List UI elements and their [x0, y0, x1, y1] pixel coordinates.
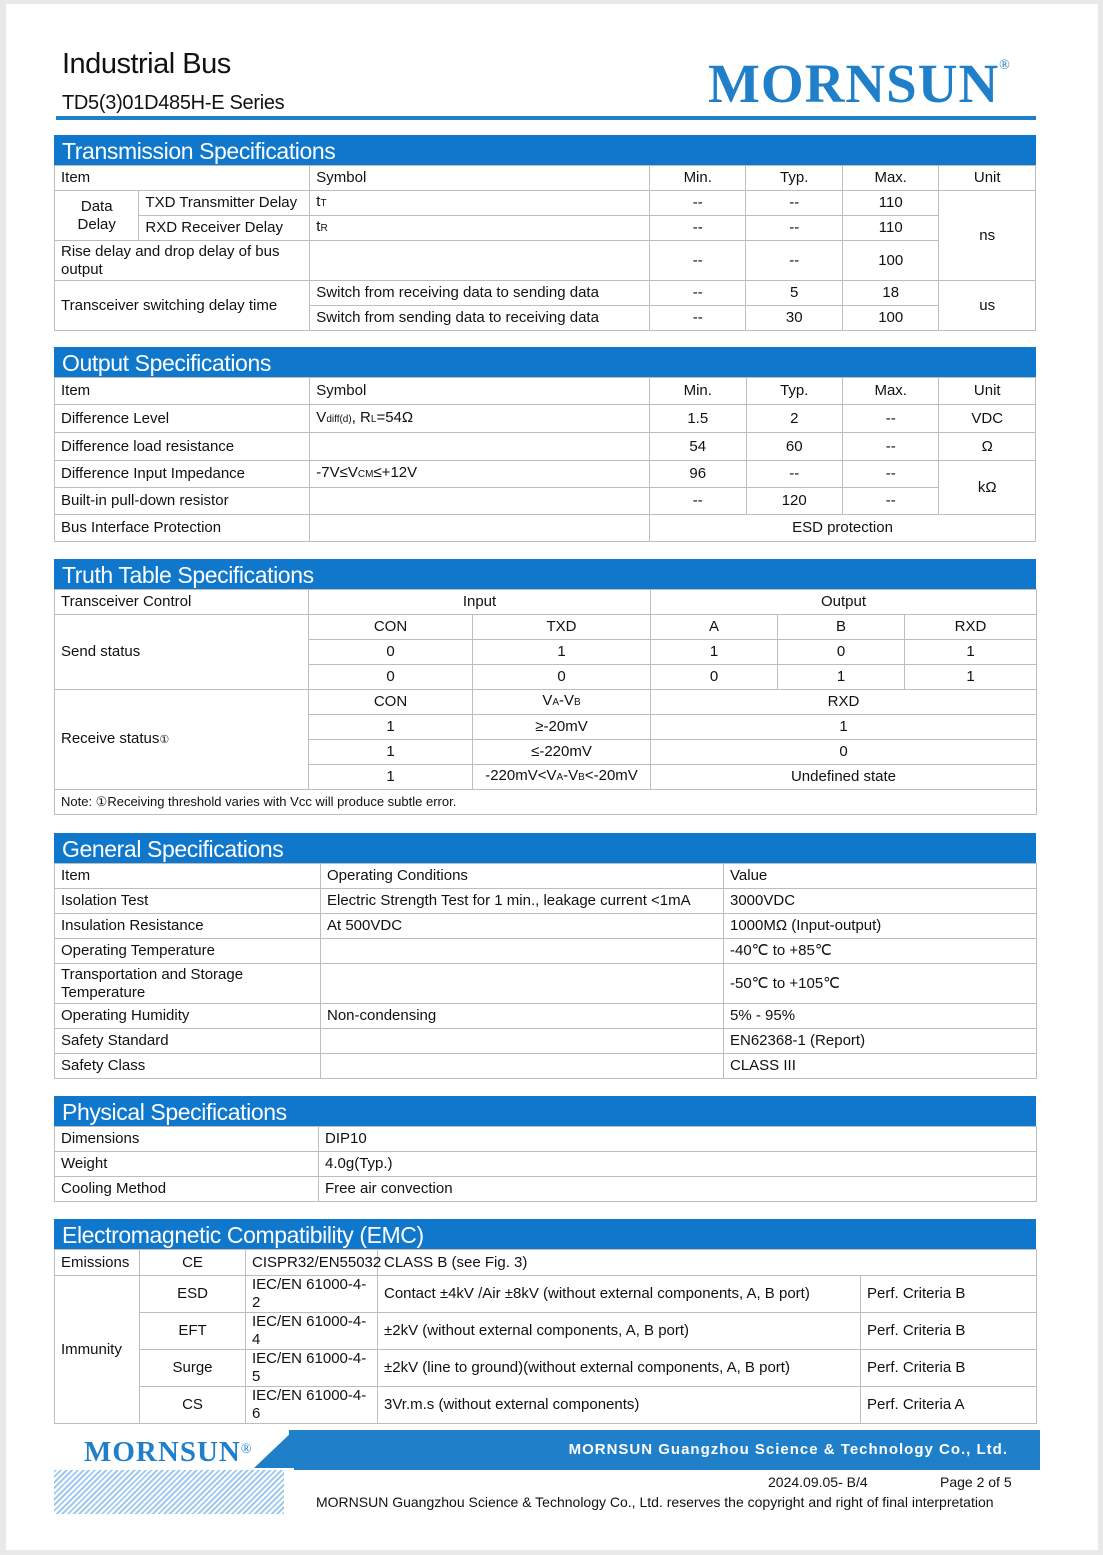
transmission-title: Transmission Specifications [54, 135, 1036, 165]
input-impedance-label: Difference Input Impedance [55, 461, 310, 488]
difference-level-symbol: Vdiff(d), RL=54Ω [310, 405, 650, 433]
r1-max: -- [842, 405, 938, 433]
cell: 1 [651, 640, 778, 665]
header-min: Min. [650, 166, 746, 191]
header-item: Item [55, 864, 321, 889]
transmission-table [54, 165, 1036, 331]
table-row [55, 488, 1036, 515]
cell: 0 [309, 640, 473, 665]
table-row [55, 1313, 1037, 1350]
rxd-symbol: tR [310, 216, 650, 241]
table-row [55, 964, 1037, 1004]
header-rule [56, 116, 1036, 120]
ce-label: CE [140, 1250, 246, 1276]
txd-typ: -- [746, 191, 842, 216]
send-col-a: A [651, 615, 778, 640]
footer-logo: MORNSUN® [84, 1436, 253, 1468]
cell: Electric Strength Test for 1 min., leakage current <1mA [321, 889, 724, 914]
cell: Dimensions [55, 1127, 319, 1152]
table-row [55, 1127, 1037, 1152]
table-row [55, 216, 1036, 241]
table-header-row [55, 166, 1036, 191]
cell: IEC/EN 61000-4-6 [246, 1387, 378, 1424]
switch-tx-to-rx: Switch from sending data to receiving data [310, 306, 650, 331]
table-row [55, 241, 1036, 281]
table-row [55, 433, 1036, 461]
cell: 4.0g(Typ.) [319, 1152, 1037, 1177]
cell: IEC/EN 61000-4-2 [246, 1276, 378, 1313]
cell: 1 [473, 640, 651, 665]
cell: CS [140, 1387, 246, 1424]
table-row [55, 1387, 1037, 1424]
sw2-max: 100 [842, 306, 938, 331]
sw2-min: -- [650, 306, 746, 331]
r3-min: 96 [650, 461, 746, 488]
cell [321, 939, 724, 964]
truth-table-title: Truth Table Specifications [54, 559, 1036, 589]
ns-unit: ns [939, 191, 1036, 281]
cell: ≤-220mV [473, 740, 651, 765]
cell: Operating Temperature [55, 939, 321, 964]
footer-copyright: MORNSUN Guangzhou Science & Technology Co., Ltd. reserves the copyright and right of final interpretation [316, 1494, 994, 1510]
input-impedance-symbol: -7V≤VCM≤+12V [310, 461, 650, 488]
table-row [55, 1029, 1037, 1054]
table-row [55, 1054, 1037, 1079]
table-row [55, 1177, 1037, 1202]
receive-col-con: CON [309, 690, 473, 715]
r1-unit: VDC [939, 405, 1036, 433]
cell: Isolation Test [55, 889, 321, 914]
emc-section [54, 1219, 1036, 1424]
header-conditions: Operating Conditions [321, 864, 724, 889]
sw1-max: 18 [842, 281, 938, 306]
header-symbol: Symbol [310, 166, 650, 191]
rxd-delay-label: RXD Receiver Delay [139, 216, 310, 241]
rise-symbol [310, 241, 650, 281]
cell: Surge [140, 1350, 246, 1387]
bus-protection-value: ESD protection [650, 515, 1036, 542]
ce-class: CLASS B (see Fig. 3) [378, 1250, 1037, 1276]
general-title: General Specifications [54, 833, 1036, 863]
cell: Insulation Resistance [55, 914, 321, 939]
cell: IEC/EN 61000-4-5 [246, 1350, 378, 1387]
us-unit: us [939, 281, 1036, 331]
r4-min: -- [650, 488, 746, 515]
send-col-txd: TXD [473, 615, 651, 640]
table-header-row [55, 864, 1037, 889]
page-number: Page 2 of 5 [940, 1474, 1012, 1490]
cell: -50℃ to +105℃ [724, 964, 1037, 1004]
txd-delay-label: TXD Transmitter Delay [139, 191, 310, 216]
cell: At 500VDC [321, 914, 724, 939]
cell: -40℃ to +85℃ [724, 939, 1037, 964]
cell: 0 [309, 665, 473, 690]
table-row [55, 1276, 1037, 1313]
truth-table-note: Note: ①Receiving threshold varies with Vcc will produce subtle error. [55, 790, 1037, 815]
r1-min: 1.5 [650, 405, 746, 433]
data-delay-label: Data Delay [55, 191, 139, 241]
cell: Weight [55, 1152, 319, 1177]
cell: 1 [905, 665, 1037, 690]
cell: 1 [309, 740, 473, 765]
emc-table [54, 1249, 1037, 1424]
cell: 0 [778, 640, 905, 665]
cell: Perf. Criteria A [861, 1387, 1037, 1424]
rxd-min: -- [650, 216, 746, 241]
physical-title: Physical Specifications [54, 1096, 1036, 1126]
table-header-row [55, 590, 1037, 615]
switch-rx-to-tx: Switch from receiving data to sending data [310, 281, 650, 306]
cell: Perf. Criteria B [861, 1350, 1037, 1387]
kohm-unit: kΩ [939, 461, 1036, 515]
physical-table [54, 1126, 1037, 1202]
cell: DIP10 [319, 1127, 1037, 1152]
table-row [55, 191, 1036, 216]
footnote-mark: ① [159, 734, 170, 746]
registered-mark: ® [999, 58, 1011, 73]
cell: ≥-20mV [473, 715, 651, 740]
cell: Contact ±4kV /Air ±8kV (without external components, A, B port) [378, 1276, 861, 1313]
doc-title: Industrial Bus [62, 48, 231, 80]
header-unit: Unit [939, 378, 1036, 405]
cell: 1 [309, 715, 473, 740]
emc-title: Electromagnetic Compatibility (EMC) [54, 1219, 1036, 1249]
physical-section [54, 1096, 1036, 1202]
cell: Perf. Criteria B [861, 1313, 1037, 1350]
input-header: Input [309, 590, 651, 615]
r2-typ: 60 [746, 433, 842, 461]
ce-standard: CISPR32/EN55032 [246, 1250, 378, 1276]
header-item: Item [55, 166, 310, 191]
sw1-typ: 5 [746, 281, 842, 306]
cell: Free air convection [319, 1177, 1037, 1202]
cell: 1 [905, 640, 1037, 665]
mornsun-logo: MORNSUN® [708, 53, 1011, 114]
r3-typ: -- [746, 461, 842, 488]
header-symbol: Symbol [310, 378, 650, 405]
receive-col-rxd: RXD [651, 690, 1037, 715]
table-row [55, 405, 1036, 433]
cell: CLASS III [724, 1054, 1037, 1079]
rise-delay-label: Rise delay and drop delay of bus output [55, 241, 310, 281]
r2-max: -- [842, 433, 938, 461]
send-status-label: Send status [55, 615, 309, 690]
rxd-max: 110 [842, 216, 938, 241]
pull-down-label: Built-in pull-down resistor [55, 488, 310, 515]
cell: 1 [309, 765, 473, 790]
txd-symbol: tT [310, 191, 650, 216]
output-table [54, 377, 1036, 542]
cell: Perf. Criteria B [861, 1276, 1037, 1313]
cell: Safety Class [55, 1054, 321, 1079]
table-row [55, 1350, 1037, 1387]
load-resistance-symbol [310, 433, 650, 461]
truth-table-section [54, 559, 1036, 815]
bus-protection-symbol [310, 515, 650, 542]
difference-level-label: Difference Level [55, 405, 310, 433]
rise-min: -- [650, 241, 746, 281]
txd-max: 110 [842, 191, 938, 216]
header-value: Value [724, 864, 1037, 889]
cell [321, 964, 724, 1004]
series-name: TD5(3)01D485H-E Series [62, 92, 285, 114]
receive-col-vab: VA-VB [473, 690, 651, 715]
cell: Undefined state [651, 765, 1037, 790]
cell: Safety Standard [55, 1029, 321, 1054]
table-row [55, 939, 1037, 964]
table-row [55, 281, 1036, 306]
cell: Transportation and Storage Temperature [55, 964, 321, 1004]
cell: 1 [651, 715, 1037, 740]
table-header-row [55, 378, 1036, 405]
output-header: Output [651, 590, 1037, 615]
control-header: Transceiver Control [55, 590, 309, 615]
output-title: Output Specifications [54, 347, 1036, 377]
cell: 0 [651, 665, 778, 690]
cell: ±2kV (without external components, A, B port) [378, 1313, 861, 1350]
table-row [55, 1004, 1037, 1029]
pull-down-symbol [310, 488, 650, 515]
rise-typ: -- [746, 241, 842, 281]
cell: 0 [473, 665, 651, 690]
cell: Non-condensing [321, 1004, 724, 1029]
header-max: Max. [842, 378, 938, 405]
header-item: Item [55, 378, 310, 405]
transmission-section [54, 135, 1036, 331]
cell: Operating Humidity [55, 1004, 321, 1029]
r4-max: -- [842, 488, 938, 515]
footer-rule [294, 1468, 1040, 1470]
rxd-typ: -- [746, 216, 842, 241]
table-row [55, 615, 1037, 640]
r1-typ: 2 [746, 405, 842, 433]
header-unit: Unit [939, 166, 1036, 191]
cell [321, 1054, 724, 1079]
page-footer [54, 1430, 1040, 1514]
cell: EFT [140, 1313, 246, 1350]
r2-min: 54 [650, 433, 746, 461]
sw2-typ: 30 [746, 306, 842, 331]
table-row [55, 1250, 1037, 1276]
send-col-rxd: RXD [905, 615, 1037, 640]
r3-max: -- [842, 461, 938, 488]
cell: 5% - 95% [724, 1004, 1037, 1029]
immunity-label: Immunity [55, 1276, 140, 1424]
truth-table [54, 589, 1037, 815]
r2-unit: Ω [939, 433, 1036, 461]
table-row [55, 914, 1037, 939]
table-row [55, 889, 1037, 914]
table-row [55, 790, 1037, 815]
send-col-con: CON [309, 615, 473, 640]
cell: 1 [778, 665, 905, 690]
rise-max: 100 [842, 241, 938, 281]
general-section [54, 833, 1036, 1079]
output-section [54, 347, 1036, 542]
receive-status-label: Receive status① [55, 690, 309, 790]
cell: -220mV<VA-VB<-20mV [473, 765, 651, 790]
footer-date: 2024.09.05- B/4 [768, 1474, 868, 1490]
cell: EN62368-1 (Report) [724, 1029, 1037, 1054]
cell: ±2kV (line to ground)(without external components, A, B port) [378, 1350, 861, 1387]
cell: 3Vr.m.s (without external components) [378, 1387, 861, 1424]
header-typ: Typ. [746, 166, 842, 191]
sw1-min: -- [650, 281, 746, 306]
header-min: Min. [650, 378, 746, 405]
emissions-label: Emissions [55, 1250, 140, 1276]
load-resistance-label: Difference load resistance [55, 433, 310, 461]
header-max: Max. [842, 166, 938, 191]
cell: 1000MΩ (Input-output) [724, 914, 1037, 939]
send-col-b: B [778, 615, 905, 640]
footer-bar-slant [254, 1430, 294, 1468]
table-row [55, 1152, 1037, 1177]
cell: 3000VDC [724, 889, 1037, 914]
cell: IEC/EN 61000-4-4 [246, 1313, 378, 1350]
cell: 0 [651, 740, 1037, 765]
table-row [55, 461, 1036, 488]
cell: ESD [140, 1276, 246, 1313]
r4-typ: 120 [746, 488, 842, 515]
general-table [54, 863, 1037, 1079]
cell [321, 1029, 724, 1054]
footer-hatch-pattern [54, 1470, 284, 1514]
footer-company: MORNSUN Guangzhou Science & Technology Co., Ltd. [568, 1441, 1008, 1458]
switching-delay-label: Transceiver switching delay time [55, 281, 310, 331]
txd-min: -- [650, 191, 746, 216]
cell: Cooling Method [55, 1177, 319, 1202]
table-row [55, 515, 1036, 542]
table-row [55, 690, 1037, 715]
bus-protection-label: Bus Interface Protection [55, 515, 310, 542]
header-typ: Typ. [746, 378, 842, 405]
